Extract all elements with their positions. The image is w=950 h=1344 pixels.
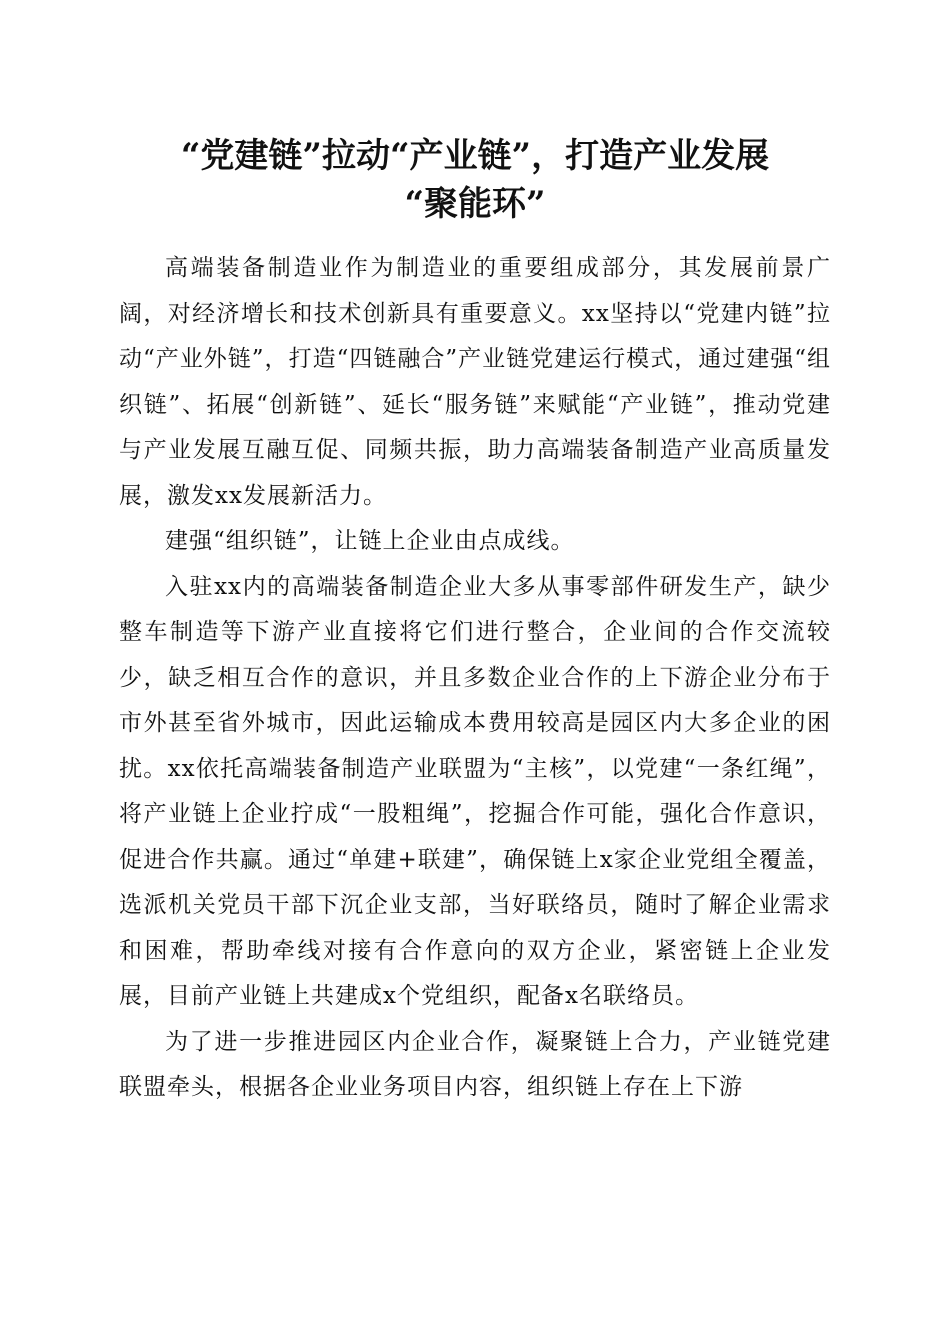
document-title [120,132,830,228]
paragraph-intro: 高端装备制造业作为制造业的重要组成部分，其发展前景广阔，对经济增长和技术创新具有重要意义。xx坚持以“党建内链”拉动“产业外链”，打造“四链融合”产业链党建运行模式，通过建强“组织链”、拓展“创新链”、延长“服务链”来赋能“产业链”，推动党建与产业发展互融互促、同频共振，助力高端装备制造产业高质量发展，激发xx发展新活力。 [119,255,831,509]
title-line-2: “聚能环” [404,184,546,224]
paragraph-cooperation: 为了进一步推进园区内企业合作，凝聚链上合力，产业链党建联盟牵头，根据各企业业务项目内容，组织链上存在上下游 [119,1028,831,1100]
paragraph-organization-chain: 入驻xx内的高端装备制造企业大多从事零部件研发生产，缺少整车制造等下游产业直接将它们进行整合，企业间的合作交流较少，缺乏相互合作的意识，并且多数企业合作的上下游企业分布于市外甚至省外城市，因此运输成本费用较高是园区内大多企业的困扰。xx依托高端装备制造产业联盟为“主核”，以党建“一条红绳”，将产业链上企业拧成“一股粗绳”，挖掘合作可能，强化合作意识，促进合作共赢。通过“单建+联建”，确保链上x家企业党组全覆盖，选派机关党员干部下沉企业支部，当好联络员，随时了解企业需求和困难，帮助牵线对接有合作意向的双方企业，紧密链上企业发展，目前产业链上共建成x个党组织，配备x名联络员。 [119,573,831,1009]
paragraph-section-heading: 建强“组织链”，让链上企业由点成线。 [165,528,575,554]
title-line-1: “党建链”拉动“产业链”，打造产业发展 [180,136,770,176]
document-body [119,246,831,1111]
